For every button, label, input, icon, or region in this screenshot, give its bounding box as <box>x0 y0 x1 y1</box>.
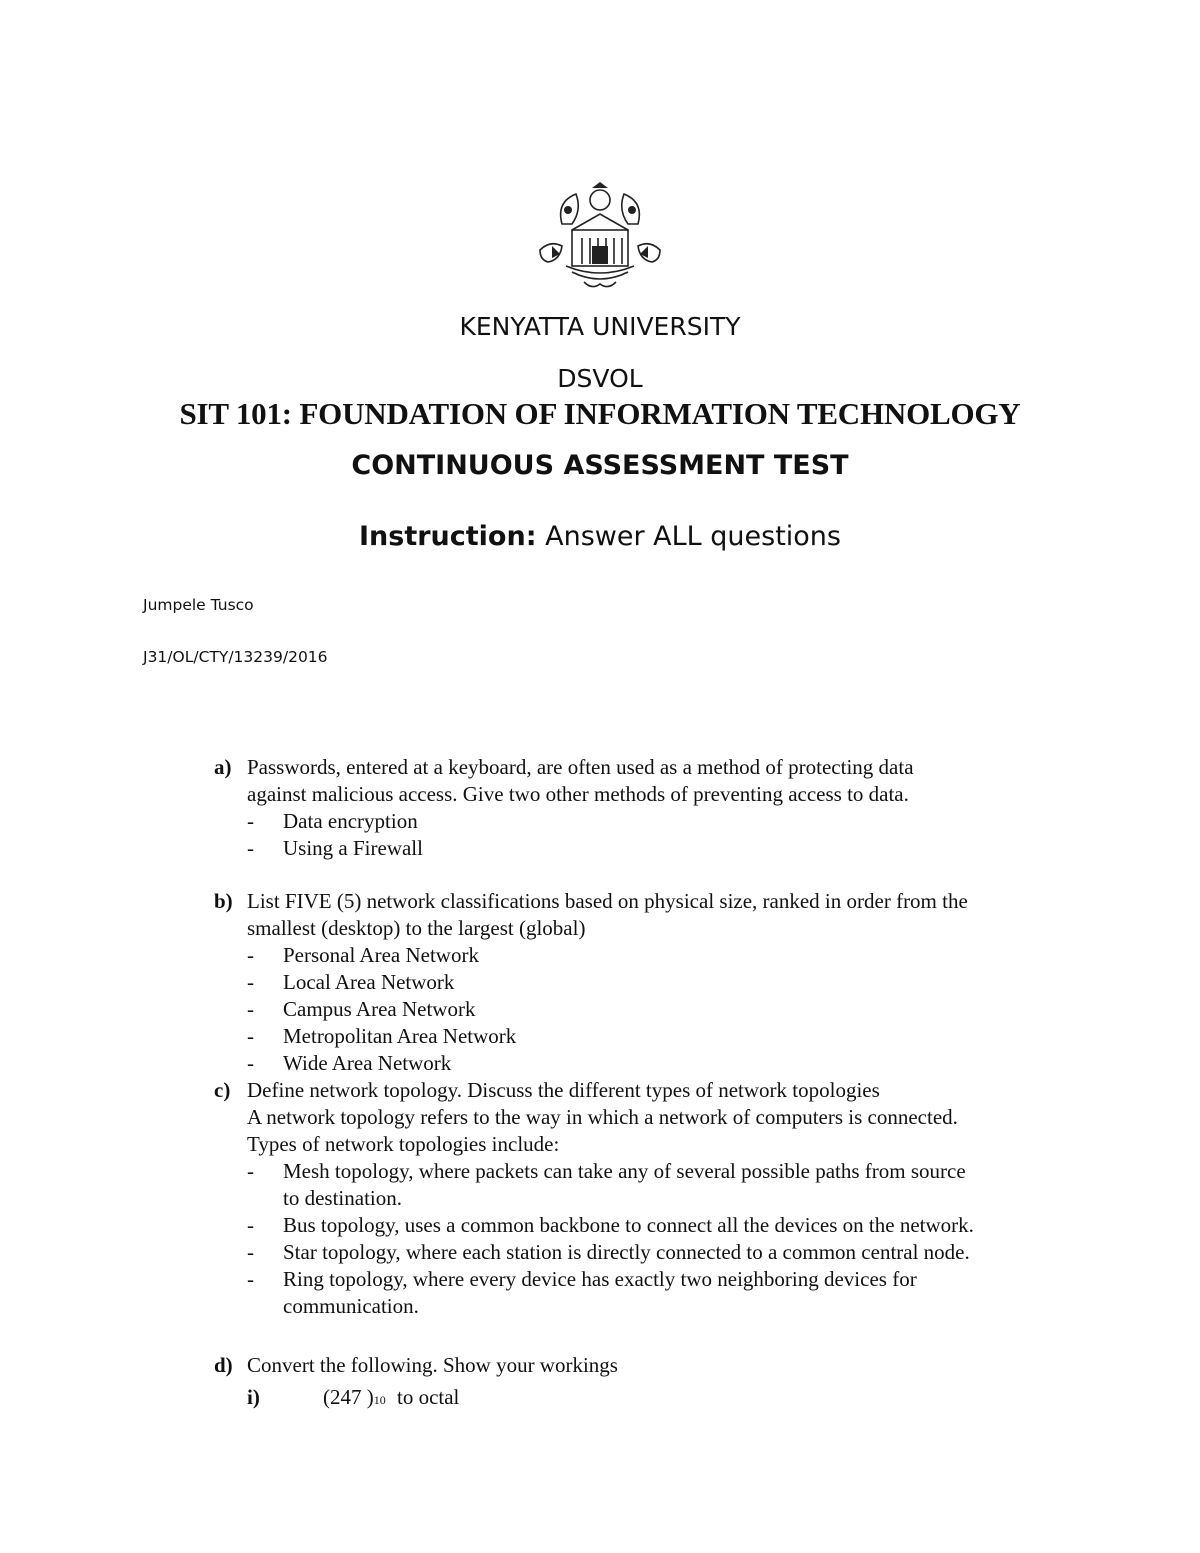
dash-bullet: - <box>247 1240 254 1264</box>
answer-text: Bus topology, uses a common backbone to connect all the devices on the network. <box>283 1213 974 1237</box>
answer-text: communication. <box>283 1294 419 1318</box>
university-name: KENYATTA UNIVERSITY <box>459 312 741 341</box>
answer-text: to destination. <box>283 1186 402 1210</box>
question-d-text: Convert the following. Show your workings <box>247 1353 618 1377</box>
conversion-target: to octal <box>397 1385 460 1409</box>
dash-bullet: - <box>247 809 254 833</box>
answer-text: Star topology, where each station is directly connected to a common central node. <box>283 1240 970 1264</box>
dash-bullet: - <box>247 997 254 1021</box>
dash-bullet: - <box>247 1213 254 1237</box>
sub-question-text <box>323 1384 459 1414</box>
test-title: CONTINUOUS ASSESSMENT TEST <box>351 450 849 481</box>
number-base: 10 <box>373 1393 386 1407</box>
registration-number: J31/OL/CTY/13239/2016 <box>143 648 328 666</box>
question-c-line: Types of network topologies include: <box>247 1132 560 1156</box>
course-title: SIT 101: FOUNDATION OF INFORMATION TECHNOLOGY <box>179 396 1021 431</box>
answer-text: Using a Firewall <box>283 836 423 860</box>
dash-bullet: - <box>247 970 254 994</box>
question-c-line: A network topology refers to the way in which a network of computers is connected. <box>247 1105 958 1129</box>
question-a-line: Passwords, entered at a keyboard, are often used as a method of protecting data <box>247 755 914 779</box>
dash-bullet: - <box>247 1024 254 1048</box>
dash-bullet: - <box>247 1051 254 1075</box>
dash-bullet: - <box>247 836 254 860</box>
instruction-line <box>0 521 1200 552</box>
question-b-line: List FIVE (5) network classifications based on physical size, ranked in order from the <box>247 889 968 913</box>
question-c-label: c) <box>214 1078 231 1102</box>
dash-bullet: - <box>247 1267 254 1291</box>
answer-text: Data encryption <box>283 809 418 833</box>
question-b-line: smallest (desktop) to the largest (global) <box>247 916 586 940</box>
unit-name: DSVOL <box>557 364 643 393</box>
university-crest-icon <box>532 180 668 292</box>
dash-bullet: - <box>247 943 254 967</box>
answer-text: Wide Area Network <box>283 1051 452 1075</box>
instruction-text: Answer ALL questions <box>545 521 841 552</box>
number-value: (247 ) <box>323 1385 374 1409</box>
dash-bullet: - <box>247 1159 254 1183</box>
answer-text: Campus Area Network <box>283 997 476 1021</box>
question-a-line: against malicious access. Give two other methods of preventing access to data. <box>247 782 909 806</box>
answer-text: Mesh topology, where packets can take any of several possible paths from source <box>283 1159 966 1183</box>
question-b-label: b) <box>214 889 233 913</box>
answer-text: Ring topology, where every device has exactly two neighboring devices for <box>283 1267 917 1291</box>
question-c-line: Define network topology. Discuss the different types of network topologies <box>247 1078 880 1102</box>
sub-question-label: i) <box>247 1385 260 1409</box>
answer-text: Personal Area Network <box>283 943 479 967</box>
question-a-label: a) <box>214 755 232 779</box>
instruction-label: Instruction: <box>358 521 537 552</box>
answer-text: Local Area Network <box>283 970 455 994</box>
question-d-label: d) <box>214 1353 233 1377</box>
student-name: Jumpele Tusco <box>143 596 254 614</box>
answer-text: Metropolitan Area Network <box>283 1024 517 1048</box>
